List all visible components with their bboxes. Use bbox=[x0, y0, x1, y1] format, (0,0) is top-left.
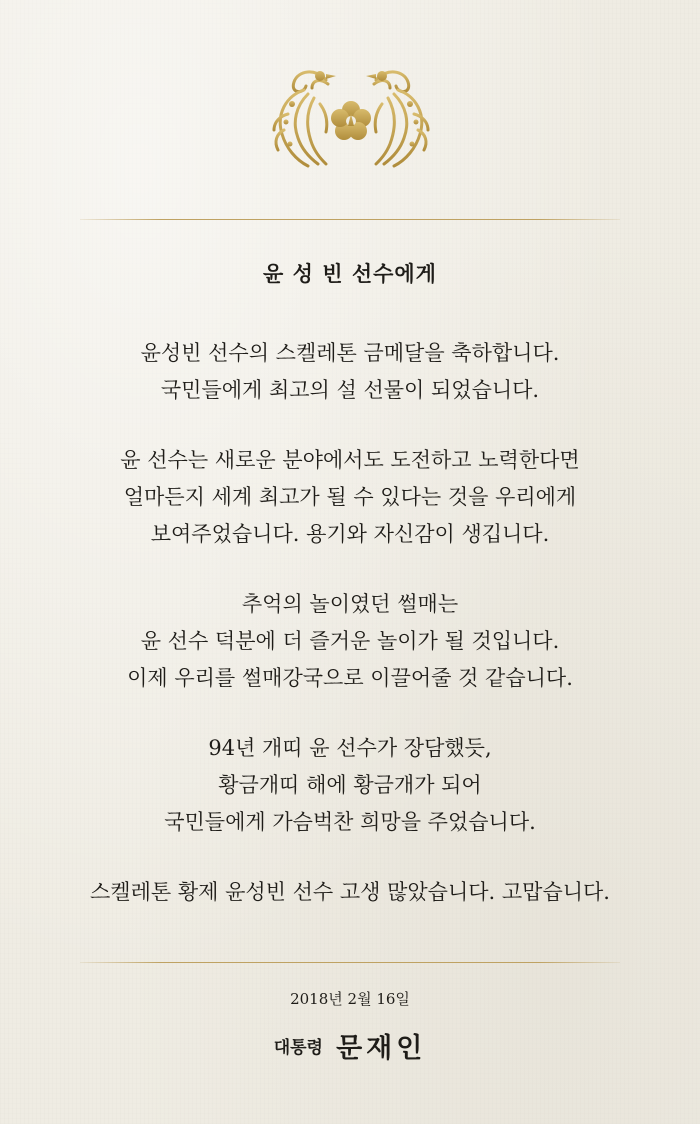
body-line: 추억의 놀이였던 썰매는 bbox=[241, 592, 459, 616]
body-line: 이제 우리를 썰매강국으로 이끌어줄 것 같습니다. bbox=[127, 666, 573, 690]
letter-title: 윤 성 빈 선수에게 bbox=[263, 261, 437, 286]
signature-role: 대통령 bbox=[273, 1038, 323, 1058]
signature-name: 문재인 bbox=[336, 1033, 427, 1064]
bottom-divider bbox=[80, 962, 620, 963]
top-divider bbox=[80, 219, 620, 220]
body-line: 황금개띠 해에 황금개가 되어 bbox=[218, 773, 482, 797]
paragraph bbox=[0, 586, 700, 697]
paragraph bbox=[0, 874, 700, 911]
body-line: 94년 개띠 윤 선수가 장담했듯, bbox=[208, 736, 492, 760]
body-line: 윤 선수 덕분에 더 즐거운 놀이가 될 것입니다. bbox=[140, 629, 560, 653]
body-line: 윤성빈 선수의 스켈레톤 금메달을 축하합니다. bbox=[140, 341, 560, 365]
letter-body bbox=[0, 335, 700, 911]
paragraph bbox=[0, 442, 700, 553]
body-line: 국민들에게 가슴벅찬 희망을 주었습니다. bbox=[164, 810, 536, 834]
presidential-phoenix-emblem-icon bbox=[268, 64, 434, 170]
letter-date: 2018년 2월 16일 bbox=[290, 990, 410, 1008]
body-line: 국민들에게 최고의 설 선물이 되었습니다. bbox=[160, 378, 540, 402]
body-line: 얼마든지 세계 최고가 될 수 있다는 것을 우리에게 bbox=[123, 485, 577, 509]
paragraph bbox=[0, 730, 700, 841]
signature bbox=[0, 1026, 700, 1065]
body-line: 보여주었습니다. 용기와 자신감이 생깁니다. bbox=[150, 522, 550, 546]
body-line: 스켈레톤 황제 윤성빈 선수 고생 많았습니다. 고맙습니다. bbox=[90, 880, 610, 904]
paragraph bbox=[0, 335, 700, 409]
body-line: 윤 선수는 새로운 분야에서도 도전하고 노력한다면 bbox=[120, 448, 580, 472]
